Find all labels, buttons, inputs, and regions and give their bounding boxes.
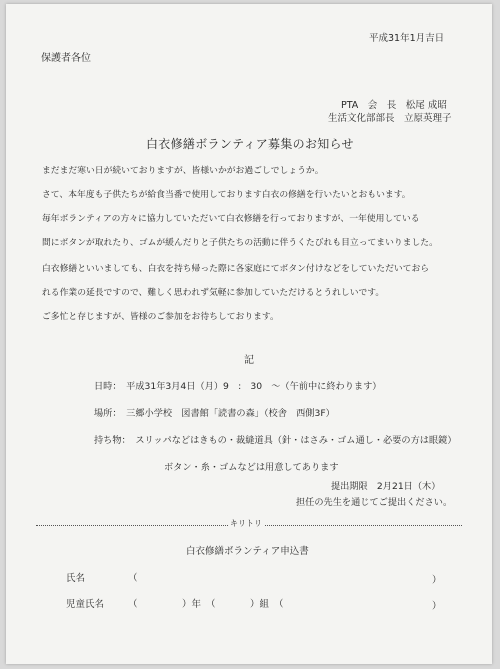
child-name-field-close: ） <box>432 601 442 612</box>
submission-deadline: 提出期限 2月21日（木） <box>331 481 441 492</box>
grade-field-open[interactable]: （ <box>128 599 138 610</box>
body-paragraph: まだまだ寒い日が続いておりますが、皆様いかがお過ごしでしょうか。 <box>42 166 324 176</box>
document-page <box>6 4 492 664</box>
items-to-bring: 持ち物： スリッパなどはきもの・裁縫道具（針・はさみ・ゴム通し・必要の方は眼鏡） <box>94 435 457 446</box>
sender-department-head: 生活文化部部長 立原英理子 <box>328 113 452 124</box>
ki-heading: 記 <box>244 355 254 366</box>
submission-instruction: 担任の先生を通じてご提出ください。 <box>296 497 453 508</box>
sender-pta-president: PTA 会 長 松尾 成昭 <box>341 100 447 111</box>
document-title: 白衣修繕ボランティア募集のお知らせ <box>146 137 354 151</box>
grade-suffix: ）年 <box>182 599 202 610</box>
body-paragraph: 毎年ボランティアの方々に協力していただいて白衣修繕を行っておりますが、一年使用している <box>42 214 420 224</box>
event-datetime: 日時： 平成31年3月4日（月）9 : 30 ～（午前中に終わります） <box>94 381 382 392</box>
body-paragraph: 間にボタンが取れたり、ゴムが緩んだりと子供たちの活動に伴うくたびれも目立ってまいりました。 <box>42 238 438 248</box>
body-paragraph: ご多忙と存じますが、皆様のご参加をお待ちしております。 <box>42 312 279 322</box>
cut-label: キリトリ <box>230 519 262 528</box>
addressee: 保護者各位 <box>41 53 91 64</box>
event-place: 場所： 三郷小学校 図書館「読書の森」（校舎 西側3F） <box>94 408 335 419</box>
name-label: 氏名 <box>66 573 86 584</box>
body-paragraph: さて、本年度も子供たちが給食当番で使用しております白衣の修繕を行いたいとおもいます。 <box>42 190 411 200</box>
child-name-field-open[interactable]: （ <box>274 599 284 610</box>
name-field-close: ） <box>432 575 442 586</box>
class-field-open[interactable]: （ <box>206 599 216 610</box>
body-paragraph: 白衣修繕といいましても、白衣を持ち帰った際に各家庭にてボタン付けなどをしていただいておら <box>42 264 430 274</box>
form-title: 白衣修繕ボランティア申込書 <box>186 546 309 557</box>
issue-date: 平成31年1月吉日 <box>369 33 445 44</box>
body-paragraph: れる作業の延長ですので、難しく思われず気軽に参加していただけるとうれしいです。 <box>42 288 385 298</box>
class-suffix: ）組 <box>250 599 270 610</box>
supplies-note: ボタン・糸・ゴムなどは用意してあります <box>164 462 339 473</box>
child-name-label: 児童氏名 <box>66 599 105 610</box>
name-field-open[interactable]: （ <box>128 573 138 584</box>
